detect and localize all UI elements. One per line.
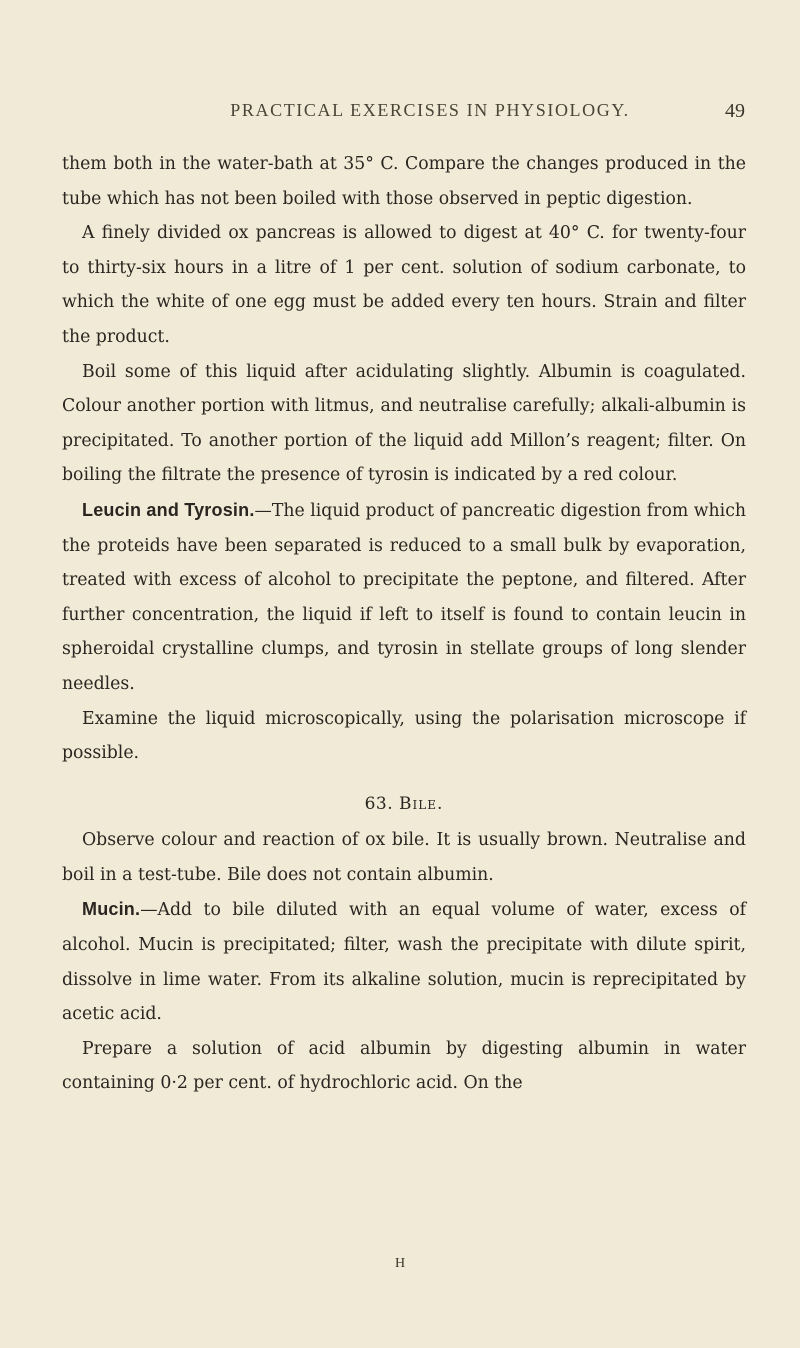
paragraph-observe-bile: Observe colour and reaction of ox bile. It is usually brown. Neutralise and boil in a test-tube. Bile does not contain albumin. [62,830,746,885]
paragraph-boil-liquid: Boil some of this liquid after acidulating slightly. Albumin is coagulated. Colour another portion with litmus, and neutralise carefully; alkali-albumin is precipitated. To another portion of the liquid add Millon’s reagent; filter. On boiling the filtrate the presence of tyrosin is indicated by a red colour. [62,361,746,486]
running-head [115,100,745,126]
run-in-heading-leucin-tyrosin: Leucin and Tyrosin. [82,499,255,520]
section-title: Bile. [399,793,444,814]
page-number: 49 [725,100,745,122]
paragraph-acid-albumin: Prepare a solution of acid albumin by digesting albumin in water containing 0·2 per cent. of hydrochloric acid. On the [62,1038,746,1094]
paragraph-leucin-tyrosin-body: —The liquid product of pancreatic digestion from which the proteids have been separated is reduced to a small bulk by evaporation, treated with excess of alcohol to precipitate the peptone, and filtered. After further concentration, the liquid if left to itself is found to contain leucin in spheroidal crystalline clumps, and tyrosin in stellate groups of long slender needles. [62,500,746,694]
body-text [62,147,746,1101]
paragraph-mucin [62,892,746,1031]
section-heading-bile [62,787,746,822]
run-in-heading-mucin: Mucin. [82,899,141,920]
running-title: PRACTICAL EXERCISES IN PHYSIOLOGY. [230,100,630,120]
paragraph-mucin-body: —Add to bile diluted with an equal volume of water, excess of alcohol. Mucin is precipitated; filter, wash the precipitate with dilute spirit, dissolve in lime water. From its alkaline solution, mucin is reprecipitated by acetic acid. [62,900,746,1025]
signature-mark: H [394,1256,406,1271]
paragraph-leucin-tyrosin [62,493,746,702]
paragraph-pancreas-digestion: A finely divided ox pancreas is allowed to digest at 40° C. for twenty-four to thirty-six hours in a litre of 1 per cent. solution of sodium carbonate, to which the white of one egg must be added every ten hours. Strain and filter the product. [62,223,746,347]
paragraph-examine-microscopically: Examine the liquid microscopically, using the polarisation microscope if possible. [62,708,746,764]
section-number: 63. [364,793,394,814]
paragraph-continuation: them both in the water-bath at 35° C. Compare the changes produced in the tube which has not been boiled with those observed in peptic digestion. [62,154,746,209]
